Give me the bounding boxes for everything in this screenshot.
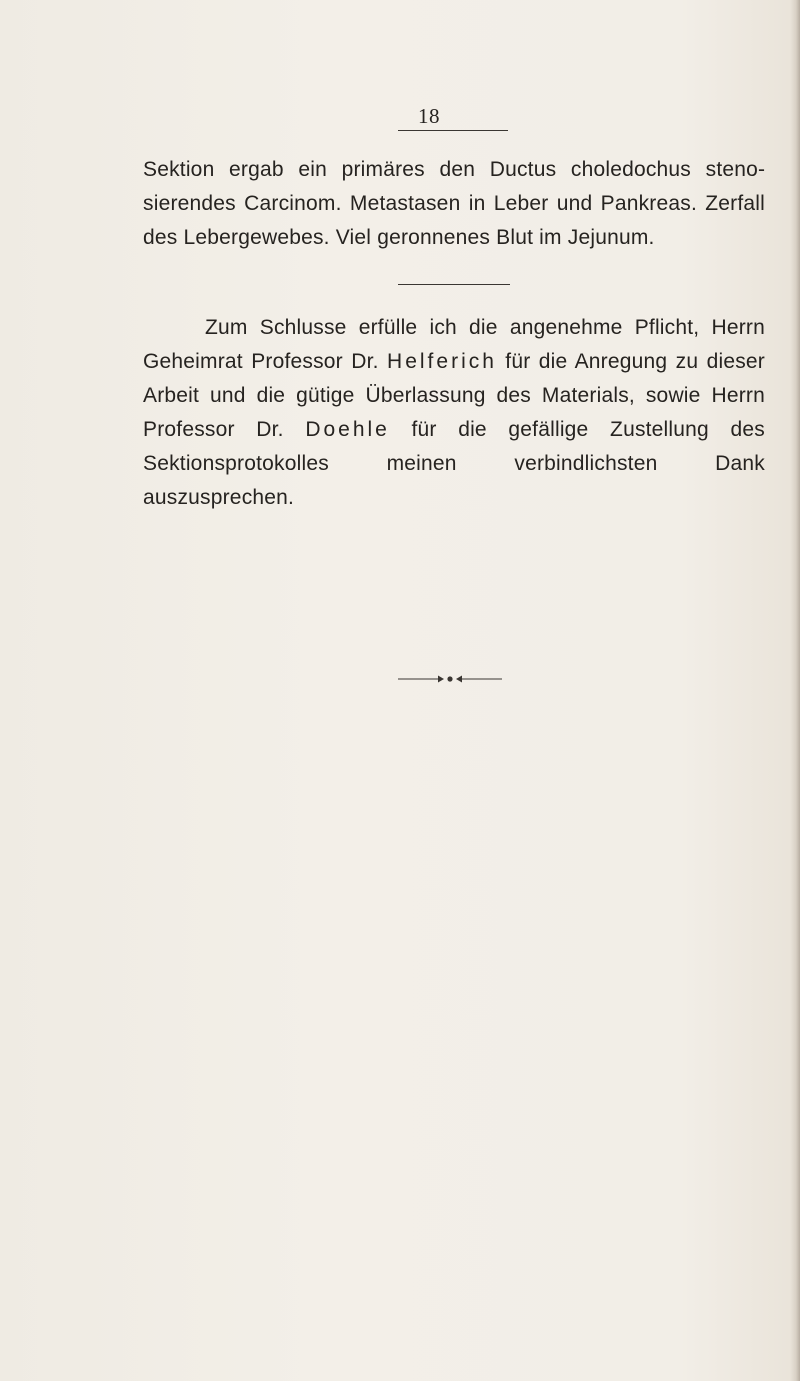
acknowledgement-text-2: für die Anregung zu dieser Arbeit und die gütige Überlassung des Materials, sowie Herrn Professor Dr. bbox=[143, 350, 765, 441]
page-edge-shadow bbox=[790, 0, 800, 1381]
header-rule bbox=[398, 130, 508, 131]
page-number: 18 bbox=[418, 104, 440, 128]
end-ornament-icon bbox=[398, 674, 518, 684]
acknowledgement-text-3: für die gefällige Zustellung des Sektionsprotokolles meinen verbindlichsten Dank auszusprechen. bbox=[143, 418, 765, 509]
paragraph-acknowledgement bbox=[143, 311, 765, 515]
paragraph-autopsy-findings: Sektion ergab ein primäres den Ductus choledochus stenosierendes Carcinom. Metastasen in Leber und Pankreas. Zerfall des Lebergewebes. Viel geronnenes Blut im Jejunum. bbox=[143, 158, 765, 249]
name-doehle: Doehle bbox=[305, 418, 390, 441]
name-helferich: Helferich bbox=[387, 350, 497, 373]
acknowledgement-text-1: Zum Schlusse erfülle ich die angenehme Pflicht, Herrn Geheimrat Professor Dr. bbox=[143, 316, 765, 373]
section-divider bbox=[398, 284, 510, 285]
